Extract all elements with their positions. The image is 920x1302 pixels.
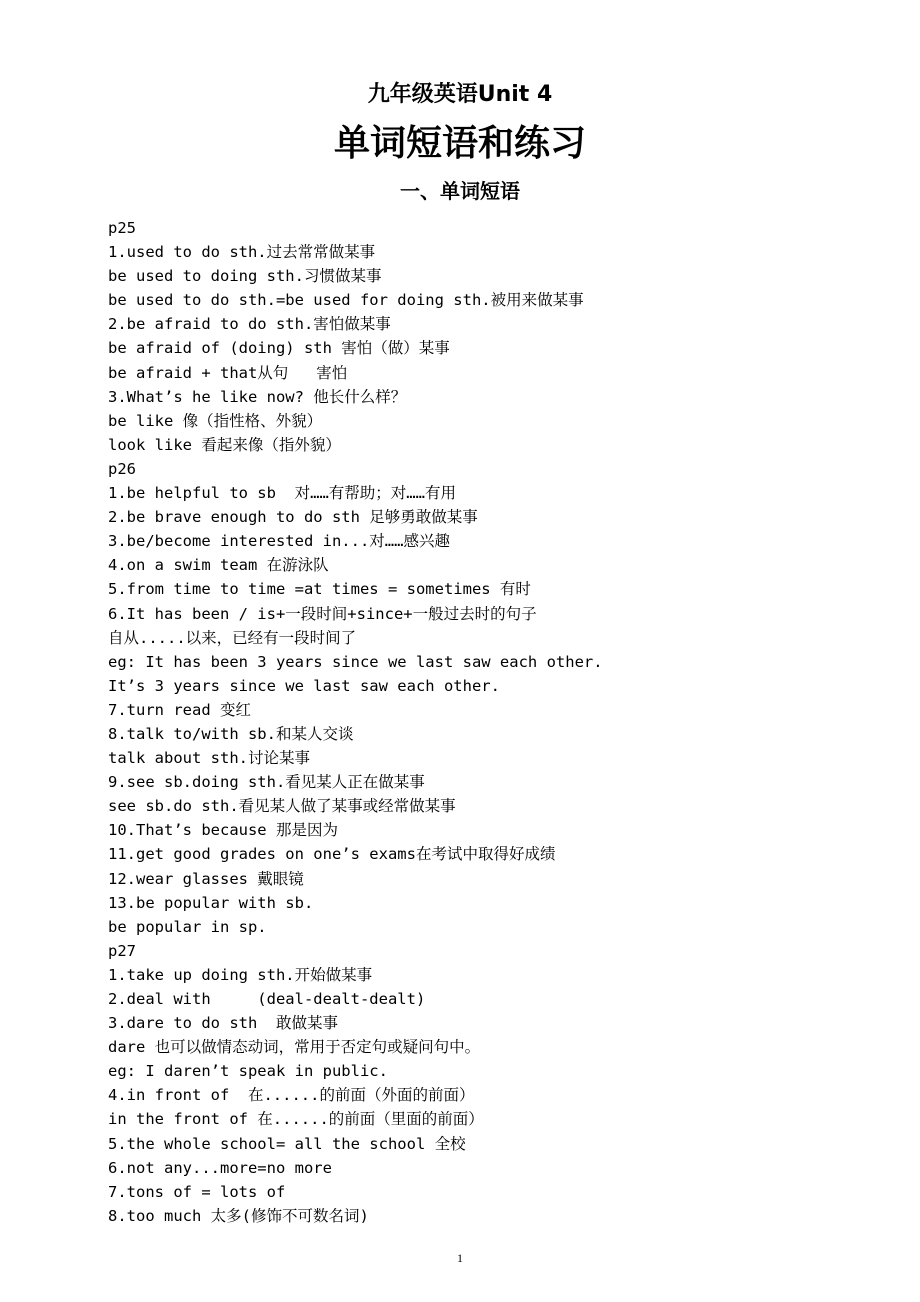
vocab-line: dare 也可以做情态动词，常用于否定句或疑问句中。: [108, 1038, 481, 1057]
vocab-line: 7.tons of = lots of: [108, 1182, 286, 1201]
vocab-line: 11.get good grades on one’s exams在考试中取得好成绩: [108, 845, 556, 864]
vocab-line: 7.turn read 变红: [108, 700, 251, 719]
vocab-line: 3.What’s he like now? 他长什么样？: [108, 387, 407, 406]
page-number: 1: [457, 1251, 463, 1265]
vocab-line: 13.be popular with sb.: [108, 893, 314, 912]
vocab-line: eg: It has been 3 years since we last saw each other.: [108, 652, 603, 671]
vocab-line: 1.be helpful to sb 对……有帮助；对……有用: [108, 484, 456, 503]
page-marker: p25: [108, 219, 136, 237]
vocab-line: 自从.....以来，已经有一段时间了: [108, 628, 357, 647]
vocab-line: talk about sth.讨论某事: [108, 749, 310, 768]
vocab-line: be used to doing sth.习惯做某事: [108, 267, 382, 286]
vocab-line: 8.too much 太多(修饰不可数名词): [108, 1206, 369, 1225]
vocab-line: 8.talk to/with sb.和某人交谈: [108, 724, 354, 743]
vocab-line: 4.in front of 在......的前面（外面的前面）: [108, 1086, 475, 1105]
vocab-line: 3.be/become interested in...对……感兴趣: [108, 532, 450, 551]
page-marker: p27: [108, 941, 136, 960]
vocab-line: 9.see sb.doing sth.看见某人正在做某事: [108, 773, 425, 792]
vocab-line: be popular in sp.: [108, 917, 267, 936]
vocab-line: eg: I daren’t speak in public.: [108, 1062, 388, 1081]
vocab-line: 10.That’s because 那是因为: [108, 821, 338, 840]
vocab-line: 5.from time to time =at times = sometimes 有时: [108, 580, 531, 599]
section-heading: 一、单词短语: [400, 179, 520, 203]
vocab-line: be used to do sth.=be used for doing sth.被用来做某事: [108, 291, 584, 310]
page-marker: p26: [108, 459, 136, 478]
vocab-line: 1.take up doing sth.开始做某事: [108, 965, 373, 984]
vocab-line: 3.dare to do sth 敢做某事: [108, 1014, 338, 1033]
vocab-line: 4.on a swim team 在游泳队: [108, 556, 329, 575]
vocab-line: 2.be brave enough to do sth 足够勇敢做某事: [108, 508, 478, 527]
vocab-line: 12.wear glasses 戴眼镜: [108, 869, 304, 888]
vocab-line: 2.be afraid to do sth.害怕做某事: [108, 315, 391, 334]
vocab-line: be like 像（指性格、外貌）: [108, 411, 323, 430]
main-title: 单词短语和练习: [333, 123, 586, 164]
vocab-line: It’s 3 years since we last saw each other.: [108, 676, 500, 695]
vocab-line: 2.deal with (deal-dealt-dealt): [108, 990, 426, 1008]
vocab-line: 6.not any...more=no more: [108, 1158, 332, 1177]
vocab-line: look like 看起来像（指外貌）: [108, 435, 341, 454]
vocab-line: see sb.do sth.看见某人做了某事或经常做某事: [108, 797, 456, 816]
vocab-line: be afraid of (doing) sth 害怕（做）某事: [108, 339, 450, 358]
vocab-line: be afraid + that从句 害怕: [108, 363, 348, 382]
vocab-line: in the front of 在......的前面（里面的前面）: [108, 1110, 484, 1129]
unit-title: 九年级英语Unit 4: [367, 82, 553, 107]
vocab-line: 6.It has been / is+一段时间+since+一般过去时的句子: [108, 604, 537, 623]
vocab-line: 5.the whole school= all the school 全校: [108, 1134, 466, 1153]
vocab-line: 1.used to do sth.过去常常做某事: [108, 243, 376, 262]
vocabulary-list: [108, 216, 868, 1228]
